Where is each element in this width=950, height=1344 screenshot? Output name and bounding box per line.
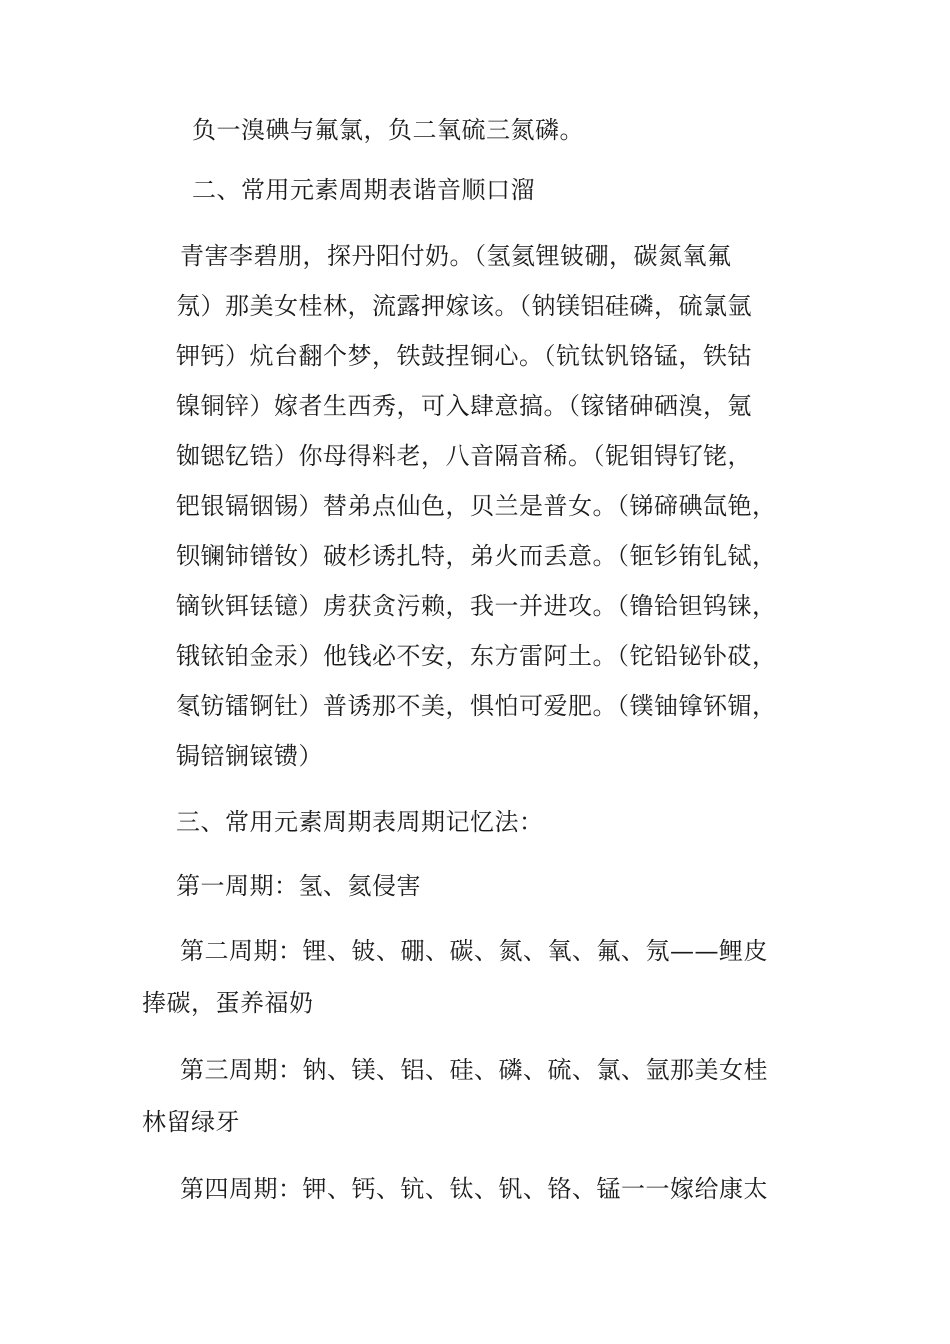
text-line: 氖）那美女桂林，流露押嫁该。（钠镁铝硅磷，硫氯氩 [176, 292, 752, 320]
text-line: 捧碳，蛋养福奶 [142, 989, 314, 1017]
text-line: 铷锶钇锆）你母得料老，八音隔音稀。（铌钼锝钌铑， [176, 442, 752, 470]
text-line: 负一溴碘与氟氯，负二氧硫三氮磷。 [192, 116, 584, 144]
section-heading: 三、常用元素周期表周期记忆法： [176, 808, 544, 836]
text-line: 锇铱铂金汞）他钱必不安，东方雷阿土。（铊铅铋钋砹， [176, 642, 777, 670]
text-line: 钡镧铈镨钕）破杉诱扎特，弟火而丢意。（钷钐铕钆铽， [176, 542, 777, 570]
text-line: 镝钬铒铥镱）虏获贪污赖，我一并进攻。（镥铪钽钨铼， [176, 592, 777, 620]
text-line: 钾钙）炕台翻个梦，铁鼓捏铜心。（钪钛钒铬锰，铁钴 [176, 342, 752, 370]
section-heading: 二、常用元素周期表谐音顺口溜 [192, 176, 535, 204]
text-line: 氡钫镭锕钍）普诱那不美，惧怕可爱肥。（镤铀镎钚镅， [176, 692, 777, 720]
text-line: 青害李碧朋，探丹阳付奶。（氢氦锂铍硼，碳氮氧氟 [180, 242, 732, 270]
text-line: 第四周期：钾、钙、钪、钛、钒、铬、锰一一嫁给康太 [180, 1175, 768, 1203]
text-line: 林留绿牙 [142, 1108, 240, 1136]
text-line: 钯银镉铟锡）替弟点仙色，贝兰是普女。（锑碲碘氙铯， [176, 492, 777, 520]
text-line: 第二周期：锂、铍、硼、碳、氮、氧、氟、氖——鲤皮 [180, 937, 768, 965]
text-line: 镍铜锌）嫁者生西秀，可入肆意搞。（镓锗砷硒溴，氪 [176, 392, 752, 420]
text-line: 锔锫锎锿镄） [176, 742, 323, 770]
text-line: 第三周期：钠、镁、铝、硅、磷、硫、氯、氩那美女桂 [180, 1056, 768, 1084]
text-line: 第一周期：氢、氦侵害 [176, 872, 421, 900]
